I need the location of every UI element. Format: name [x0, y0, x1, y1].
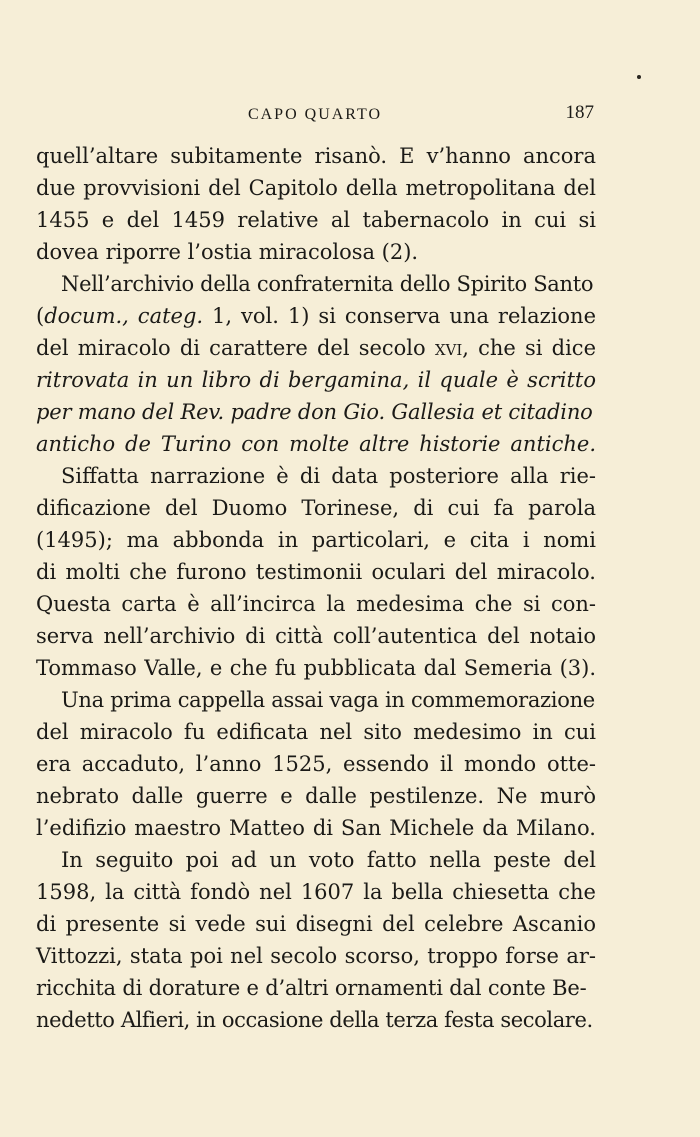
text-line	[36, 300, 596, 332]
text-line	[36, 684, 596, 716]
text-line-content: due provvisioni del Capitolo della metropolitana del	[36, 176, 596, 200]
text-line	[36, 524, 596, 556]
text-line	[36, 588, 596, 620]
text-line-content: Questa carta è all’incirca la medesima che si con-	[36, 592, 596, 616]
text-line-content: quell’altare subitamente risanò. E v’hanno ancora	[36, 144, 596, 168]
text-line	[36, 140, 596, 172]
text-line-content: nedetto Alfieri, in occasione della terza festa secolare.	[36, 1008, 593, 1032]
text-run: xvi	[434, 336, 463, 360]
text-line-content: (1495); ma abbonda in particolari, e cita i nomi	[36, 528, 596, 552]
text-line-content: 1598, la città fondò nel 1607 la bella chiesetta che	[36, 880, 596, 904]
text-run: 1, vol. 1) si conserva una relazione	[203, 304, 597, 328]
text-line-content: Una prima cappella assai vaga in commemorazione	[61, 688, 595, 712]
text-line	[36, 652, 596, 684]
text-line	[36, 556, 596, 588]
text-line-content: In seguito poi ad un voto fatto nella peste del	[61, 848, 596, 872]
text-line-content: dificazione del Duomo Torinese, di cui fa parola	[36, 496, 596, 520]
text-line	[36, 396, 596, 428]
text-line	[36, 748, 596, 780]
text-run: (	[36, 304, 45, 328]
text-line-content: ritrovata in un libro di bergamina, il quale è scritto	[36, 368, 596, 392]
text-line	[36, 716, 596, 748]
text-line	[36, 780, 596, 812]
text-line-content: Nell’archivio della confraternita dello Spirito Santo	[61, 272, 594, 296]
text-line	[36, 332, 596, 364]
text-line-content: serva nell’archivio di città coll’autentica del notaio	[36, 624, 596, 648]
running-title: CAPO QUARTO	[247, 106, 383, 123]
text-line	[36, 460, 596, 492]
text-line-content: Tommaso Valle, e che fu pubblicata dal Semeria (3).	[36, 656, 596, 680]
text-line	[36, 844, 596, 876]
text-line	[36, 812, 596, 844]
text-line-content	[36, 304, 596, 328]
text-line	[36, 940, 596, 972]
text-line	[36, 364, 596, 396]
text-line-content: di molti che furono testimonii oculari del miracolo.	[36, 560, 596, 584]
text-line	[36, 492, 596, 524]
page-header	[36, 100, 594, 130]
text-line-content: di presente si vede sui disegni del celebre Ascanio	[36, 912, 596, 936]
text-line	[36, 908, 596, 940]
text-line-content: del miracolo fu edificata nel sito medesimo in cui	[36, 720, 596, 744]
text-line-content: Siffatta narrazione è di data posteriore alla rie-	[61, 464, 596, 488]
text-line	[36, 204, 596, 236]
text-line-content: 1455 e del 1459 relative al tabernacolo in cui si	[36, 208, 596, 232]
text-run: docum., categ.	[44, 304, 204, 328]
text-line	[36, 236, 596, 268]
text-line	[36, 972, 596, 1004]
text-line-content: anticho de Turino con molte altre historie antiche.	[36, 432, 596, 456]
page-number: 187	[565, 102, 594, 123]
text-run: , che si dice	[462, 336, 596, 360]
text-line-content: dovea riporre l’ostia miracolosa (2).	[36, 240, 419, 264]
text-line	[36, 620, 596, 652]
text-line-content: Vittozzi, stata poi nel secolo scorso, troppo forse ar-	[36, 944, 596, 968]
text-line	[36, 876, 596, 908]
text-line-content: nebrato dalle guerre e dalle pestilenze. Ne murò	[36, 784, 596, 808]
text-line-content: era accaduto, l’anno 1525, essendo il mondo otte-	[36, 752, 596, 776]
text-run: del miracolo di carattere del secolo	[36, 336, 435, 360]
text-line	[36, 1004, 596, 1036]
text-line	[36, 268, 596, 300]
text-line-content: ricchita di dorature e d’altri ornamenti dal conte Be-	[36, 976, 587, 1000]
text-line-content: per mano del Rev. padre don Gio. Gallesia et citadino	[36, 400, 593, 424]
text-line-content	[36, 336, 596, 360]
body-text	[36, 140, 596, 1036]
text-line	[36, 172, 596, 204]
text-line-content: l’edifizio maestro Matteo di San Michele da Milano.	[36, 816, 596, 840]
text-line	[36, 428, 596, 460]
ink-spot	[637, 75, 641, 79]
